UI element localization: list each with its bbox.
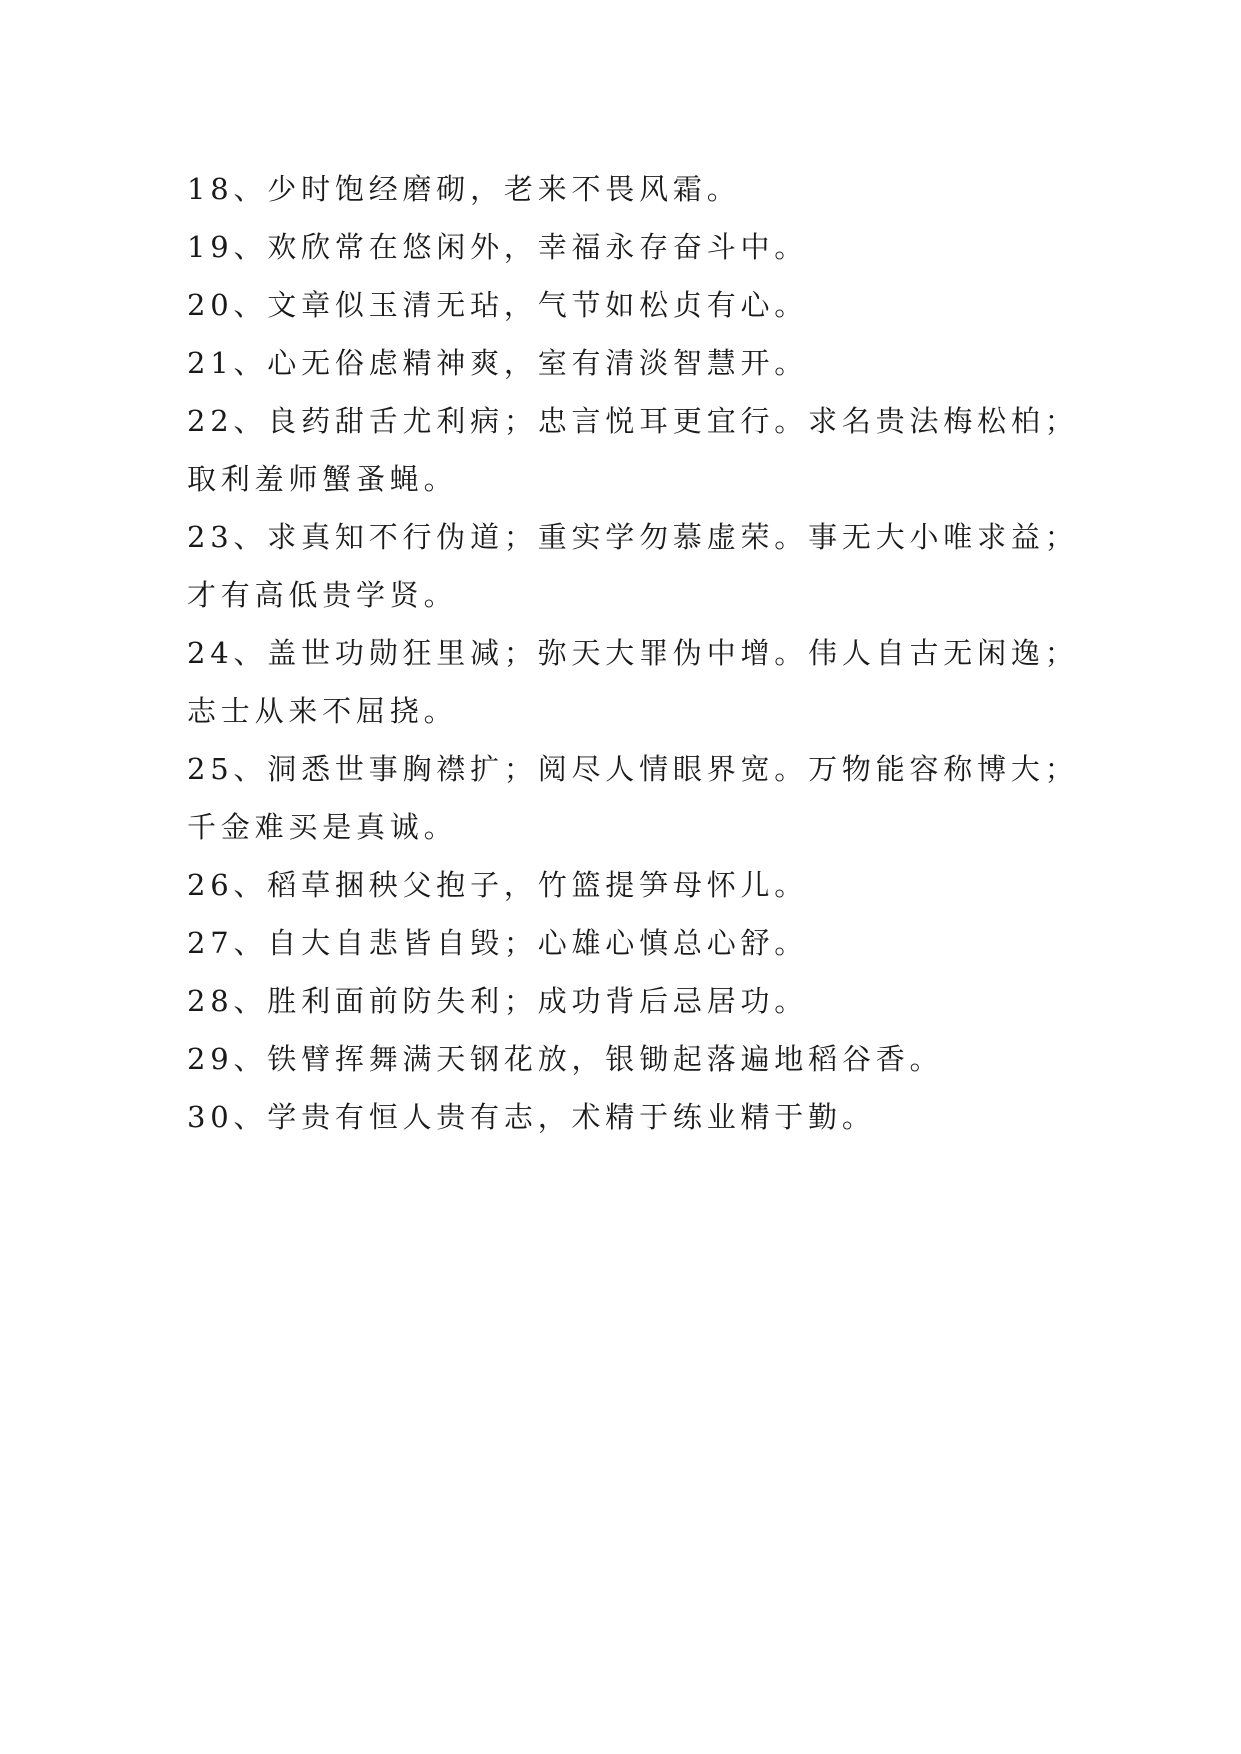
text-line: 才有高低贵学贤。 — [187, 578, 458, 612]
text-line: 18、少时饱经磨砌，老来不畏风霜。 — [187, 172, 741, 206]
text-line: 22、良药甜舌尤利病；忠言悦耳更宜行。求名贵法梅松柏； — [187, 404, 1079, 438]
text-line: 千金难买是真诚。 — [187, 810, 458, 844]
text-line: 28、胜利面前防失利；成功背后忌居功。 — [187, 984, 809, 1018]
text-line: 取利羞师蟹蚤蝇。 — [187, 462, 458, 496]
text-line: 26、稻草捆秧父抱子，竹篮提笋母怀儿。 — [187, 868, 809, 902]
text-line: 19、欢欣常在悠闲外，幸福永存奋斗中。 — [187, 230, 809, 264]
text-line: 20、文章似玉清无玷，气节如松贞有心。 — [187, 288, 809, 322]
text-line: 志士从来不屈挠。 — [187, 694, 458, 728]
text-line: 30、学贵有恒人贵有志，术精于练业精于勤。 — [187, 1100, 876, 1134]
text-line: 24、盖世功勋狂里减；弥天大罪伪中增。伟人自古无闲逸； — [187, 636, 1079, 670]
document-body — [187, 160, 1079, 1146]
text-line: 23、求真知不行伪道；重实学勿慕虚荣。事无大小唯求益； — [187, 520, 1079, 554]
text-line: 21、心无俗虑精神爽，室有清淡智慧开。 — [187, 346, 809, 380]
text-line: 29、铁臂挥舞满天钢花放，银锄起落遍地稻谷香。 — [187, 1042, 944, 1076]
text-line: 25、洞悉世事胸襟扩；阅尽人情眼界宽。万物能容称博大； — [187, 752, 1079, 786]
text-line: 27、自大自悲皆自毁；心雄心慎总心舒。 — [187, 926, 809, 960]
